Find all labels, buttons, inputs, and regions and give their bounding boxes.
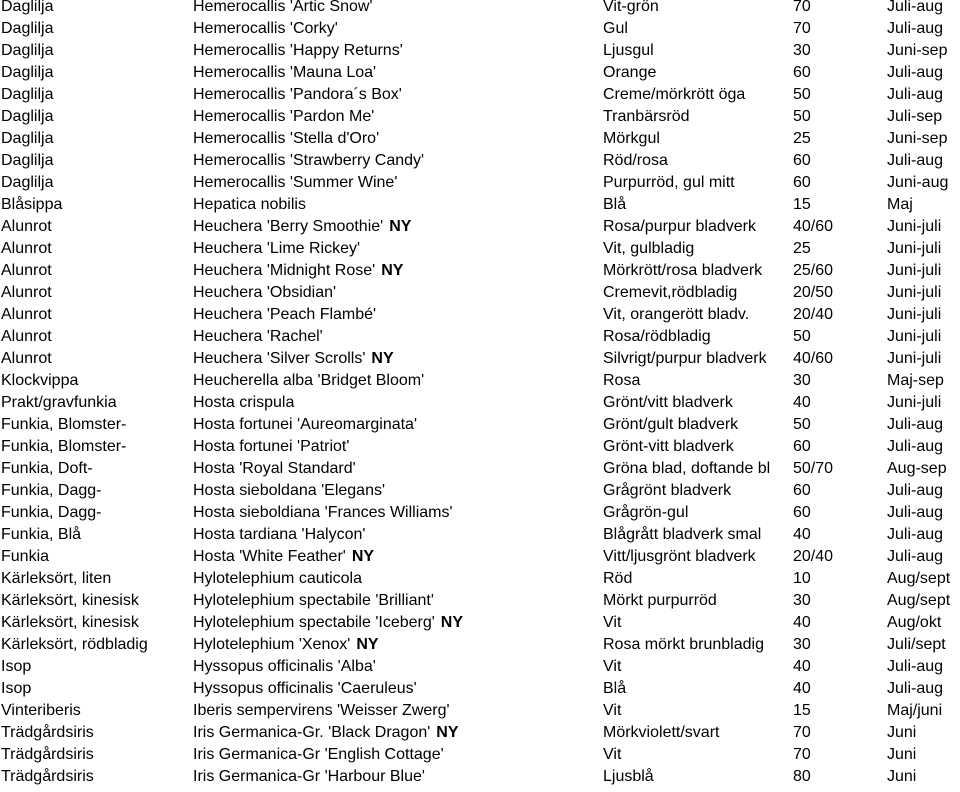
latin-name-cell bbox=[193, 504, 597, 522]
latin-name-cell bbox=[193, 768, 597, 786]
bloom-period-cell: Juli-sep bbox=[887, 108, 943, 125]
table-row bbox=[0, 88, 960, 110]
height-cell: 70 bbox=[793, 0, 811, 15]
bloom-period-cell: Aug-sep bbox=[887, 460, 947, 477]
common-name-cell: Daglilja bbox=[1, 20, 54, 37]
height-cell: 15 bbox=[793, 702, 811, 719]
table-row bbox=[0, 0, 960, 22]
latin-name-text: Hosta fortunei 'Aureomarginata' bbox=[193, 416, 418, 433]
bloom-period-cell: Juli-aug bbox=[887, 680, 944, 697]
height-cell: 40/60 bbox=[793, 350, 834, 367]
latin-name-text: Heuchera 'Midnight Rose' bbox=[193, 262, 376, 279]
latin-name-text: Iris Germanica-Gr. 'Black Dragon' bbox=[193, 724, 431, 741]
table-row bbox=[0, 264, 960, 286]
table-row bbox=[0, 418, 960, 440]
table-row bbox=[0, 396, 960, 418]
common-name-cell: Kärleksört, kinesisk bbox=[1, 614, 139, 631]
color-cell: Ljusgul bbox=[603, 42, 654, 59]
color-cell: Vit bbox=[603, 746, 622, 763]
common-name-cell: Blåsippa bbox=[1, 196, 63, 213]
latin-name-text: Hylotelephium cauticola bbox=[193, 570, 362, 587]
latin-name-cell bbox=[193, 746, 597, 764]
color-cell: Mörkviolett/svart bbox=[603, 724, 720, 741]
height-cell: 40 bbox=[793, 658, 811, 675]
common-name-cell: Alunrot bbox=[1, 284, 52, 301]
bloom-period-cell: Juli-aug bbox=[887, 64, 944, 81]
new-badge: NY bbox=[440, 614, 464, 631]
latin-name-text: Heuchera 'Rachel' bbox=[193, 328, 323, 345]
color-cell: Rosa/purpur bladverk bbox=[603, 218, 756, 235]
height-cell: 60 bbox=[793, 174, 811, 191]
height-cell: 40 bbox=[793, 614, 811, 631]
height-cell: 60 bbox=[793, 438, 811, 455]
latin-name-cell bbox=[193, 526, 597, 544]
table-row bbox=[0, 572, 960, 594]
table-row bbox=[0, 660, 960, 682]
color-cell: Vit bbox=[603, 614, 622, 631]
bloom-period-cell: Juli/sept bbox=[887, 636, 946, 653]
bloom-period-cell: Juni-sep bbox=[887, 130, 948, 147]
common-name-cell: Funkia, Dagg- bbox=[1, 504, 102, 521]
common-name-cell: Daglilja bbox=[1, 0, 54, 15]
latin-name-cell bbox=[193, 218, 597, 236]
height-cell: 30 bbox=[793, 42, 811, 59]
color-cell: Tranbärsröd bbox=[603, 108, 690, 125]
table-row bbox=[0, 198, 960, 220]
latin-name-cell bbox=[193, 350, 597, 368]
table-row bbox=[0, 506, 960, 528]
height-cell: 20/50 bbox=[793, 284, 834, 301]
height-cell: 50 bbox=[793, 328, 811, 345]
latin-name-text: Heuchera 'Berry Smoothie' bbox=[193, 218, 384, 235]
latin-name-cell bbox=[193, 702, 597, 720]
latin-name-cell bbox=[193, 394, 597, 412]
color-cell: Ljusblå bbox=[603, 768, 654, 785]
bloom-period-cell: Juli-aug bbox=[887, 504, 944, 521]
common-name-cell: Daglilja bbox=[1, 130, 54, 147]
latin-name-cell bbox=[193, 86, 597, 104]
latin-name-cell bbox=[193, 548, 597, 566]
common-name-cell: Alunrot bbox=[1, 262, 52, 279]
latin-name-text: Hylotelephium spectabile 'Brilliant' bbox=[193, 592, 434, 609]
color-cell: Silvrigt/purpur bladverk bbox=[603, 350, 767, 367]
color-cell: Röd/rosa bbox=[603, 152, 668, 169]
latin-name-cell bbox=[193, 658, 597, 676]
color-cell: Mörkt purpurröd bbox=[603, 592, 717, 609]
height-cell: 70 bbox=[793, 724, 811, 741]
table-row bbox=[0, 352, 960, 374]
latin-name-cell bbox=[193, 372, 597, 390]
bloom-period-cell: Aug/okt bbox=[887, 614, 942, 631]
height-cell: 25/60 bbox=[793, 262, 834, 279]
bloom-period-cell: Maj/juni bbox=[887, 702, 943, 719]
bloom-period-cell: Aug/sept bbox=[887, 592, 951, 609]
latin-name-cell bbox=[193, 240, 597, 258]
latin-name-text: Hepatica nobilis bbox=[193, 196, 306, 213]
table-row bbox=[0, 154, 960, 176]
bloom-period-cell: Juli-aug bbox=[887, 86, 944, 103]
common-name-cell: Daglilja bbox=[1, 108, 54, 125]
latin-name-text: Hyssopus officinalis 'Caeruleus' bbox=[193, 680, 417, 697]
new-badge: NY bbox=[351, 548, 375, 565]
common-name-cell: Funkia, Blomster- bbox=[1, 438, 127, 455]
latin-name-text: Hylotelephium spectabile 'Iceberg' bbox=[193, 614, 435, 631]
latin-name-cell bbox=[193, 196, 597, 214]
height-cell: 10 bbox=[793, 570, 811, 587]
table-row bbox=[0, 308, 960, 330]
common-name-cell: Trädgårdsiris bbox=[1, 768, 94, 785]
latin-name-text: Hosta crispula bbox=[193, 394, 295, 411]
table-row bbox=[0, 528, 960, 550]
common-name-cell: Kärleksört, rödbladig bbox=[1, 636, 148, 653]
color-cell: Rosa bbox=[603, 372, 641, 389]
color-cell: Rosa mörkt brunbladig bbox=[603, 636, 764, 653]
common-name-cell: Alunrot bbox=[1, 218, 52, 235]
height-cell: 60 bbox=[793, 504, 811, 521]
bloom-period-cell: Aug/sept bbox=[887, 570, 951, 587]
bloom-period-cell: Juni-juli bbox=[887, 240, 942, 257]
color-cell: Vit bbox=[603, 658, 622, 675]
common-name-cell: Alunrot bbox=[1, 240, 52, 257]
common-name-cell: Klockvippa bbox=[1, 372, 79, 389]
height-cell: 15 bbox=[793, 196, 811, 213]
bloom-period-cell: Juni-juli bbox=[887, 394, 942, 411]
latin-name-text: Hosta 'White Feather' bbox=[193, 548, 346, 565]
latin-name-text: Hosta tardiana 'Halycon' bbox=[193, 526, 366, 543]
latin-name-text: Iris Germanica-Gr 'English Cottage' bbox=[193, 746, 444, 763]
color-cell: Grågrönt bladverk bbox=[603, 482, 732, 499]
latin-name-text: Iris Germanica-Gr 'Harbour Blue' bbox=[193, 768, 425, 785]
latin-name-text: Hylotelephium 'Xenox' bbox=[193, 636, 351, 653]
latin-name-text: Heuchera 'Peach Flambé' bbox=[193, 306, 377, 323]
latin-name-cell bbox=[193, 592, 597, 610]
latin-name-text: Heucherella alba 'Bridget Bloom' bbox=[193, 372, 425, 389]
height-cell: 40 bbox=[793, 680, 811, 697]
new-badge: NY bbox=[436, 724, 459, 741]
latin-name-cell bbox=[193, 262, 597, 280]
latin-name-text: Hemerocallis 'Summer Wine' bbox=[193, 174, 398, 191]
common-name-cell: Kärleksört, kinesisk bbox=[1, 592, 139, 609]
table-row bbox=[0, 484, 960, 506]
table-row bbox=[0, 44, 960, 66]
latin-name-cell bbox=[193, 416, 597, 434]
bloom-period-cell: Juni-juli bbox=[887, 306, 942, 323]
latin-name-cell bbox=[193, 108, 597, 126]
latin-name-cell bbox=[193, 152, 597, 170]
latin-name-cell bbox=[193, 460, 597, 478]
color-cell: Vit bbox=[603, 702, 622, 719]
height-cell: 20/40 bbox=[793, 548, 834, 565]
color-cell: Vit, orangerött bladv. bbox=[603, 306, 750, 323]
height-cell: 70 bbox=[793, 20, 811, 37]
latin-name-text: Hosta sieboldana 'Elegans' bbox=[193, 482, 386, 499]
table-row bbox=[0, 638, 960, 660]
latin-name-text: Hosta sieboldiana 'Frances Williams' bbox=[193, 504, 453, 521]
bloom-period-cell: Juli-aug bbox=[887, 526, 944, 543]
latin-name-cell bbox=[193, 724, 597, 742]
color-cell: Purpurröd, gul mitt bbox=[603, 174, 735, 191]
table-row bbox=[0, 66, 960, 88]
table-row bbox=[0, 132, 960, 154]
bloom-period-cell: Juli-aug bbox=[887, 548, 944, 565]
latin-name-cell bbox=[193, 614, 597, 632]
latin-name-cell bbox=[193, 636, 597, 654]
table-row bbox=[0, 330, 960, 352]
latin-name-cell bbox=[193, 20, 597, 38]
latin-name-text: Heuchera 'Silver Scrolls' bbox=[193, 350, 366, 367]
bloom-period-cell: Juni bbox=[887, 724, 917, 741]
latin-name-text: Hemerocallis 'Stella d'Oro' bbox=[193, 130, 380, 147]
common-name-cell: Kärleksört, liten bbox=[1, 570, 112, 587]
color-cell: Grönt-vitt bladverk bbox=[603, 438, 734, 455]
common-name-cell: Daglilja bbox=[1, 152, 54, 169]
latin-name-text: Hemerocallis 'Happy Returns' bbox=[193, 42, 403, 59]
height-cell: 30 bbox=[793, 372, 811, 389]
height-cell: 50 bbox=[793, 108, 811, 125]
bloom-period-cell: Juni-juli bbox=[887, 350, 942, 367]
table-row bbox=[0, 220, 960, 242]
height-cell: 50 bbox=[793, 416, 811, 433]
height-cell: 80 bbox=[793, 768, 811, 785]
color-cell: Orange bbox=[603, 64, 657, 81]
latin-name-cell bbox=[193, 0, 597, 16]
table-row bbox=[0, 374, 960, 396]
common-name-cell: Isop bbox=[1, 658, 32, 675]
bloom-period-cell: Juli-aug bbox=[887, 658, 944, 675]
common-name-cell: Isop bbox=[1, 680, 32, 697]
bloom-period-cell: Juni-sep bbox=[887, 42, 948, 59]
common-name-cell: Alunrot bbox=[1, 306, 52, 323]
common-name-cell: Funkia, Doft- bbox=[1, 460, 93, 477]
color-cell: Creme/mörkrött öga bbox=[603, 86, 746, 103]
bloom-period-cell: Juni-juli bbox=[887, 218, 942, 235]
latin-name-text: Hemerocallis 'Corky' bbox=[193, 20, 338, 37]
common-name-cell: Alunrot bbox=[1, 350, 52, 367]
color-cell: Blå bbox=[603, 196, 627, 213]
height-cell: 40 bbox=[793, 394, 811, 411]
bloom-period-cell: Juni bbox=[887, 768, 917, 785]
color-cell: Vit-grön bbox=[603, 0, 659, 15]
bloom-period-cell: Juni-aug bbox=[887, 174, 949, 191]
color-cell: Gröna blad, doftande bl bbox=[603, 460, 771, 477]
table-row bbox=[0, 748, 960, 770]
common-name-cell: Prakt/gravfunkia bbox=[1, 394, 117, 411]
color-cell: Gul bbox=[603, 20, 628, 37]
bloom-period-cell: Juli-aug bbox=[887, 20, 944, 37]
latin-name-cell bbox=[193, 570, 597, 588]
latin-name-text: Hosta fortunei 'Patriot' bbox=[193, 438, 350, 455]
color-cell: Vit, gulbladig bbox=[603, 240, 695, 257]
height-cell: 25 bbox=[793, 130, 811, 147]
bloom-period-cell: Juni-juli bbox=[887, 284, 942, 301]
common-name-cell: Funkia, Blomster- bbox=[1, 416, 127, 433]
color-cell: Rosa/rödbladig bbox=[603, 328, 711, 345]
table-row bbox=[0, 286, 960, 308]
bloom-period-cell: Juni-juli bbox=[887, 328, 942, 345]
table-row bbox=[0, 682, 960, 704]
table-row bbox=[0, 462, 960, 484]
common-name-cell: Vinteriberis bbox=[1, 702, 81, 719]
color-cell: Blågrått bladverk smal bbox=[603, 526, 762, 543]
height-cell: 50 bbox=[793, 86, 811, 103]
bloom-period-cell: Maj-sep bbox=[887, 372, 944, 389]
common-name-cell: Trädgårdsiris bbox=[1, 724, 94, 741]
bloom-period-cell: Juni-juli bbox=[887, 262, 942, 279]
latin-name-text: Hemerocallis 'Mauna Loa' bbox=[193, 64, 377, 81]
table-row bbox=[0, 726, 960, 748]
height-cell: 40/60 bbox=[793, 218, 834, 235]
latin-name-cell bbox=[193, 306, 597, 324]
latin-name-cell bbox=[193, 482, 597, 500]
new-badge: NY bbox=[389, 218, 412, 235]
table-row bbox=[0, 440, 960, 462]
height-cell: 25 bbox=[793, 240, 811, 257]
new-badge: NY bbox=[371, 350, 394, 367]
latin-name-cell bbox=[193, 174, 597, 192]
latin-name-cell bbox=[193, 328, 597, 346]
color-cell: Grönt/vitt bladverk bbox=[603, 394, 733, 411]
height-cell: 40 bbox=[793, 526, 811, 543]
color-cell: Mörkgul bbox=[603, 130, 660, 147]
color-cell: Vitt/ljusgrönt bladverk bbox=[603, 548, 756, 565]
color-cell: Röd bbox=[603, 570, 633, 587]
common-name-cell: Daglilja bbox=[1, 174, 54, 191]
latin-name-text: Hemerocallis 'Artic Snow' bbox=[193, 0, 373, 15]
height-cell: 50/70 bbox=[793, 460, 834, 477]
latin-name-text: Hemerocallis 'Strawberry Candy' bbox=[193, 152, 425, 169]
common-name-cell: Alunrot bbox=[1, 328, 52, 345]
bloom-period-cell: Juli-aug bbox=[887, 438, 944, 455]
color-cell: Grönt/gult bladverk bbox=[603, 416, 739, 433]
height-cell: 30 bbox=[793, 592, 811, 609]
common-name-cell: Funkia, Blå bbox=[1, 526, 82, 543]
color-cell: Grågrön-gul bbox=[603, 504, 689, 521]
color-cell: Cremevit,rödbladig bbox=[603, 284, 738, 301]
common-name-cell: Daglilja bbox=[1, 86, 54, 103]
table-row bbox=[0, 22, 960, 44]
bloom-period-cell: Juli-aug bbox=[887, 152, 944, 169]
latin-name-cell bbox=[193, 438, 597, 456]
latin-name-cell bbox=[193, 42, 597, 60]
table-row bbox=[0, 594, 960, 616]
table-row bbox=[0, 176, 960, 198]
height-cell: 30 bbox=[793, 636, 811, 653]
height-cell: 60 bbox=[793, 152, 811, 169]
bloom-period-cell: Juli-aug bbox=[887, 0, 944, 15]
table-row bbox=[0, 550, 960, 572]
latin-name-text: Hemerocallis 'Pardon Me' bbox=[193, 108, 375, 125]
latin-name-text: Hosta 'Royal Standard' bbox=[193, 460, 356, 477]
latin-name-text: Heuchera 'Obsidian' bbox=[193, 284, 337, 301]
new-badge: NY bbox=[356, 636, 379, 653]
table-row bbox=[0, 704, 960, 726]
table-row bbox=[0, 110, 960, 132]
latin-name-text: Iberis sempervirens 'Weisser Zwerg' bbox=[193, 702, 450, 719]
bloom-period-cell: Juni bbox=[887, 746, 917, 763]
table-row bbox=[0, 616, 960, 638]
latin-name-cell bbox=[193, 130, 597, 148]
bloom-period-cell: Juli-aug bbox=[887, 416, 944, 433]
bloom-period-cell: Maj bbox=[887, 196, 913, 213]
common-name-cell: Daglilja bbox=[1, 42, 54, 59]
common-name-cell: Funkia bbox=[1, 548, 50, 565]
color-cell: Mörkrött/rosa bladverk bbox=[603, 262, 763, 279]
common-name-cell: Funkia, Dagg- bbox=[1, 482, 102, 499]
bloom-period-cell: Juli-aug bbox=[887, 482, 944, 499]
height-cell: 60 bbox=[793, 64, 811, 81]
latin-name-cell bbox=[193, 64, 597, 82]
table-row bbox=[0, 242, 960, 264]
height-cell: 20/40 bbox=[793, 306, 834, 323]
color-cell: Blå bbox=[603, 680, 627, 697]
height-cell: 70 bbox=[793, 746, 811, 763]
new-badge: NY bbox=[381, 262, 404, 279]
latin-name-cell bbox=[193, 284, 597, 302]
latin-name-cell bbox=[193, 680, 597, 698]
latin-name-text: Hyssopus officinalis 'Alba' bbox=[193, 658, 376, 675]
common-name-cell: Daglilja bbox=[1, 64, 54, 81]
latin-name-text: Hemerocallis 'Pandora´s Box' bbox=[193, 86, 402, 103]
latin-name-text: Heuchera 'Lime Rickey' bbox=[193, 240, 361, 257]
height-cell: 60 bbox=[793, 482, 811, 499]
common-name-cell: Trädgårdsiris bbox=[1, 746, 94, 763]
